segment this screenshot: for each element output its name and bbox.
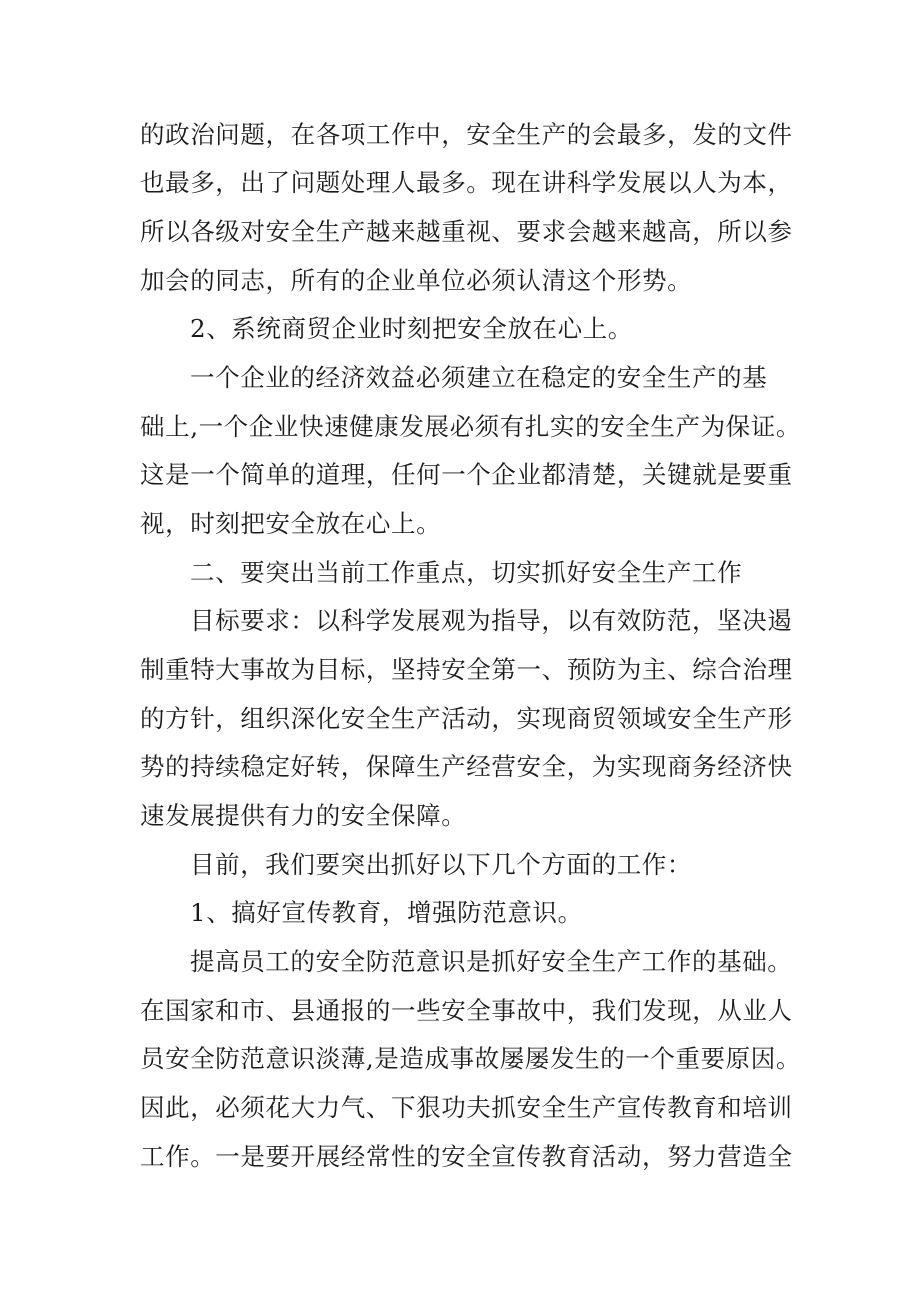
section-heading: 二、要突出当前工作重点，切实抓好安全生产工作 [190,558,743,587]
text-line: 速发展提供有力的安全保障。 [140,801,467,830]
text-line: 目标要求：以科学发展观为指导，以有效防范，坚决遏 [190,606,793,635]
section-heading: 2、系统商贸企业时刻把安全放在心上。 [190,314,633,343]
text-line: 也最多，出了问题处理人最多。现在讲科学发展以人为本， [140,168,793,197]
text-line: 视，时刻把安全放在心上。 [140,509,442,538]
text-line: 因此，必须花大力气、下狠功夫抓安全生产宣传教育和培训 [140,1093,793,1122]
text-line: 势的持续稳定好转，保障生产经营安全，为实现商务经济快 [140,752,793,781]
text-line: 提高员工的安全防范意识是抓好安全生产工作的基础。 [190,947,793,976]
text-line: 制重特大事故为目标，坚持安全第一、预防为主、综合治理 [140,655,793,684]
text-line: 这是一个简单的道理，任何一个企业都清楚，关键就是要重 [140,460,793,489]
text-line: 的政治问题，在各项工作中，安全生产的会最多，发的文件 [140,120,793,149]
text-line: 一个企业的经济效益必须建立在稳定的安全生产的基 [190,363,768,392]
text-line: 所以各级对安全生产越来越重视、要求会越来越高，所以参 [140,217,793,246]
text-line: 目前，我们要突出抓好以下几个方面的工作： [190,850,692,879]
text-line: 在国家和市、县通报的一些安全事故中，我们发现，从业人 [140,996,793,1025]
text-line: 加会的同志，所有的企业单位必须认清这个形势。 [140,266,693,295]
text-line: 的方针，组织深化安全生产活动，实现商贸领域安全生产形 [140,704,793,733]
text-line: 员安全防范意识淡薄,是造成事故屡屡发生的一个重要原因。 [140,1044,801,1073]
text-line: 础上,一个企业快速健康发展必须有扎实的安全生产为保证。 [140,412,801,441]
section-heading: 1、搞好宣传教育，增强防范意识。 [190,898,583,927]
text-line: 工作。一是要开展经常性的安全宣传教育活动，努力营造全 [140,1142,793,1171]
